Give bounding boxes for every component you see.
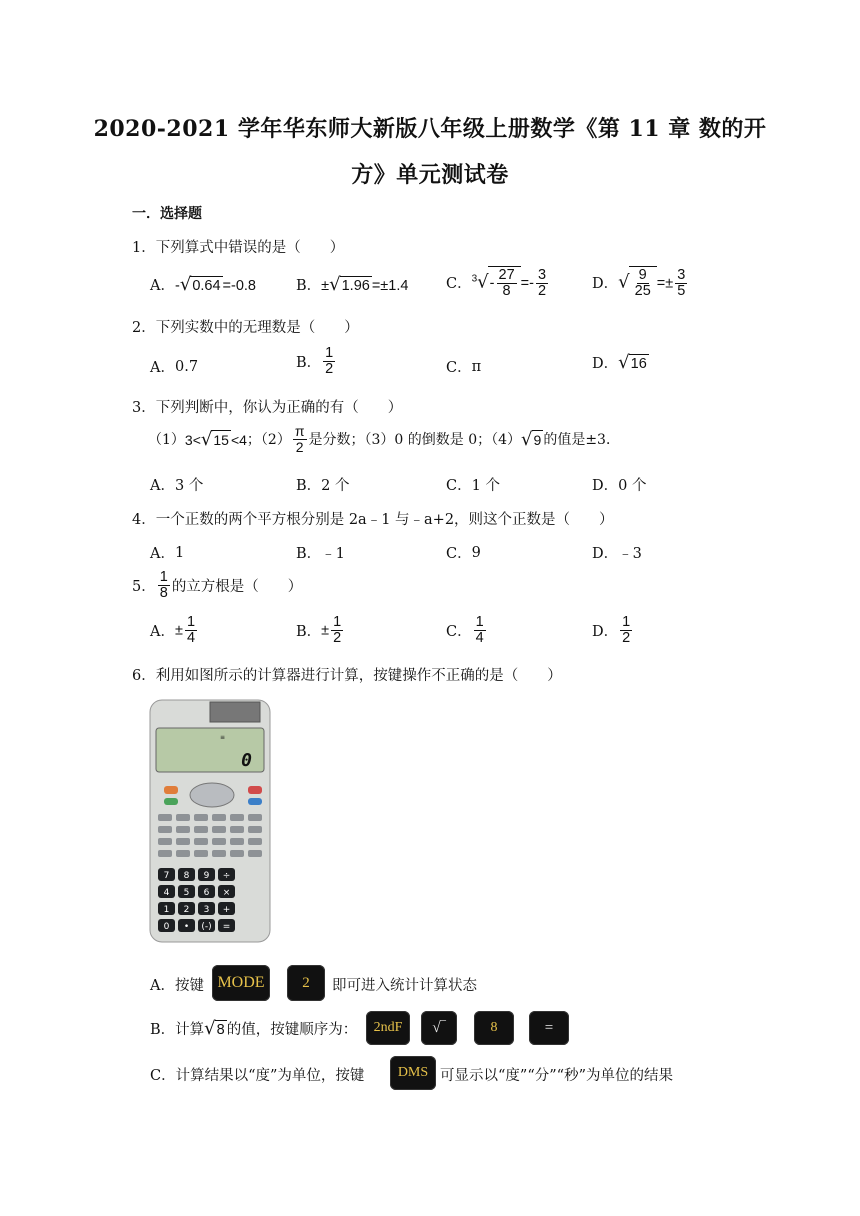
option-label: A． — [150, 546, 175, 562]
question-2: 2．下列实数中的无理数是（ ） — [132, 320, 359, 336]
calc-key-label: (-) — [201, 922, 212, 932]
q5-option-c[interactable] — [446, 615, 488, 646]
stmt-part: 的值是±3． — [543, 432, 620, 449]
question-3: 3．下列判断中，你认为正确的有（ ） — [132, 400, 403, 416]
q2-option-a[interactable] — [150, 356, 198, 377]
q5-frac: $\frac{1}{8}$ — [159, 569, 168, 602]
q6c-tail: 可显示以“度”“分”“秒”为单位的结果 — [440, 1068, 673, 1084]
question-number: 5． — [132, 579, 156, 596]
option-label: C． — [446, 624, 472, 641]
equals-key[interactable]: = — [529, 1011, 569, 1045]
calc-key-label: 6 — [203, 888, 210, 898]
q1-option-b[interactable] — [296, 274, 408, 295]
q5-option-d[interactable] — [592, 615, 634, 646]
q3-s2-frac: $\frac{\pi}{2}$ — [294, 423, 305, 455]
calc-key-label: ÷ — [222, 871, 231, 881]
section-heading: 一．选择题 — [132, 206, 202, 222]
option-label: A． — [150, 624, 175, 641]
q3-option-a[interactable] — [150, 474, 203, 495]
q1-option-d[interactable] — [592, 266, 689, 299]
option-label: D． — [592, 478, 619, 494]
calculator-display-value: 0 — [241, 750, 252, 771]
option-text: ﹣1 — [321, 546, 345, 562]
q6-option-a[interactable] — [150, 974, 204, 995]
option-text: 1 个 — [471, 478, 500, 494]
option-label: D． — [592, 624, 619, 641]
sqrt-key[interactable]: √‾ — [421, 1011, 457, 1045]
q2-option-c[interactable] — [446, 356, 481, 377]
calc-key-label: 5 — [183, 888, 190, 898]
calc-key-label: 9 — [203, 871, 210, 881]
q4-option-a[interactable] — [150, 542, 184, 563]
q2-option-d[interactable] — [592, 352, 649, 373]
q2-option-b[interactable] — [296, 346, 337, 377]
option-text: 1 — [174, 544, 185, 561]
q5-option-b[interactable] — [296, 615, 345, 646]
stmt-part: （1） — [148, 432, 185, 449]
option-label: A． — [150, 478, 175, 494]
calc-key-label: 7 — [163, 871, 170, 881]
calc-key-label: 0 — [163, 922, 170, 932]
q1a-expr: -√0.64 =-0.8 — [174, 274, 257, 295]
dms-key[interactable]: DMS — [390, 1056, 436, 1090]
q3-option-d[interactable] — [592, 474, 646, 495]
calc-key-label: 2 — [183, 905, 190, 915]
key-8[interactable]: 8 — [474, 1011, 514, 1045]
key-2[interactable]: 2 — [287, 965, 325, 1001]
q1c-expr: $^3$√- $\frac{27}{8}$ =- $\frac{3}{2}$ — [471, 267, 547, 300]
q1-option-a[interactable] — [150, 274, 256, 295]
option-text: 0 个 — [618, 478, 647, 494]
q4-option-c[interactable] — [446, 542, 481, 563]
q3-s4-expr: √9 — [521, 428, 542, 450]
q6a-tail: 即可进入统计计算状态 — [332, 978, 477, 994]
question-4: 4．一个正数的两个平方根分别是 2a﹣1 与﹣a+2，则这个正数是（ ） — [132, 512, 614, 528]
q1d-expr: √ $\frac{9}{25}$ =± $\frac{3}{5}$ — [618, 267, 686, 300]
calc-key-label: + — [222, 905, 231, 915]
option-text: ﹣3 — [618, 546, 642, 562]
q5c-frac: $\frac{1}{4}$ — [475, 614, 484, 647]
q2d-expr: √16 — [618, 352, 647, 373]
q4-option-d[interactable] — [592, 542, 642, 563]
option-label: B． — [296, 478, 322, 494]
q3-statement — [148, 424, 620, 454]
calc-key-label: 3 — [203, 905, 210, 915]
option-text: 9 — [471, 544, 481, 561]
q4-option-b[interactable] — [296, 542, 345, 563]
2ndf-key[interactable]: 2ndF — [366, 1011, 410, 1045]
calculator-drawing — [148, 698, 272, 944]
option-label: D． — [592, 356, 619, 372]
title-line-2: 方》单元测试卷 — [351, 162, 509, 188]
calc-key-label: 4 — [163, 888, 170, 898]
calc-key-label: = — [222, 922, 231, 932]
q5-option-a[interactable] — [150, 615, 199, 646]
option-text: 2 个 — [321, 478, 350, 494]
option-label: C． — [446, 478, 472, 494]
option-label: B．计算 — [150, 1022, 205, 1038]
option-text: 3 个 — [174, 478, 204, 494]
option-label: C． — [446, 276, 472, 293]
calc-key-label: × — [222, 888, 231, 898]
question-5 — [132, 570, 302, 601]
question-text: 的立方根是（ ） — [171, 579, 303, 596]
mode-key[interactable]: MODE — [212, 965, 270, 1001]
option-label: B． — [296, 278, 322, 294]
option-text: 0.7 — [174, 358, 199, 375]
option-label: B． — [296, 546, 322, 562]
option-text: π — [471, 358, 482, 375]
q5d-frac: $\frac{1}{2}$ — [622, 614, 631, 647]
option-label: D． — [592, 546, 619, 562]
q3-option-c[interactable] — [446, 474, 500, 495]
stmt-part: ；（2） — [246, 432, 291, 449]
calc-key-label: 1 — [163, 905, 170, 915]
q1-option-c[interactable] — [446, 266, 550, 299]
q3-option-b[interactable] — [296, 474, 350, 495]
option-label: C． — [446, 360, 472, 376]
option-label: B． — [296, 355, 322, 372]
option-label: D． — [592, 276, 619, 293]
option-label: A．按键 — [150, 978, 204, 994]
option-label: C． — [446, 546, 472, 562]
option-text: 的值，按键顺序为： — [226, 1022, 358, 1038]
q6-option-c[interactable] — [150, 1064, 364, 1085]
calc-key-label: • — [183, 922, 190, 932]
svg-text:≡: ≡ — [220, 734, 226, 741]
q5a-expr: ± $\frac{1}{4}$ — [174, 614, 196, 647]
calc-key-label: 8 — [183, 871, 190, 881]
question-1: 1．下列算式中错误的是（ ） — [132, 240, 345, 256]
q1b-expr: ±√1.96 =±1.4 — [321, 274, 409, 295]
question-6: 6．利用如图所示的计算器进行计算，按键操作不正确的是（ ） — [132, 668, 562, 684]
option-label: B． — [296, 624, 322, 641]
q2b-frac: $\frac{1}{2}$ — [325, 345, 334, 378]
stmt-part: 是分数；（3）0 的倒数是 0；（4） — [308, 432, 522, 449]
q6b-expr: √8 — [204, 1018, 225, 1039]
option-label: A． — [150, 360, 175, 376]
option-label: C．计算结果以“度”为单位，按键 — [150, 1068, 365, 1084]
q5b-expr: ± $\frac{1}{2}$ — [321, 614, 342, 647]
option-label: A． — [150, 278, 175, 294]
calculator-image — [148, 698, 272, 944]
q3-s1-expr: 3<√15 <4 — [184, 428, 247, 450]
title-line-1: 2020-2021 学年华东师大新版八年级上册数学《第 11 章 数的开 — [93, 116, 767, 142]
q6-option-b[interactable] — [150, 1018, 357, 1039]
